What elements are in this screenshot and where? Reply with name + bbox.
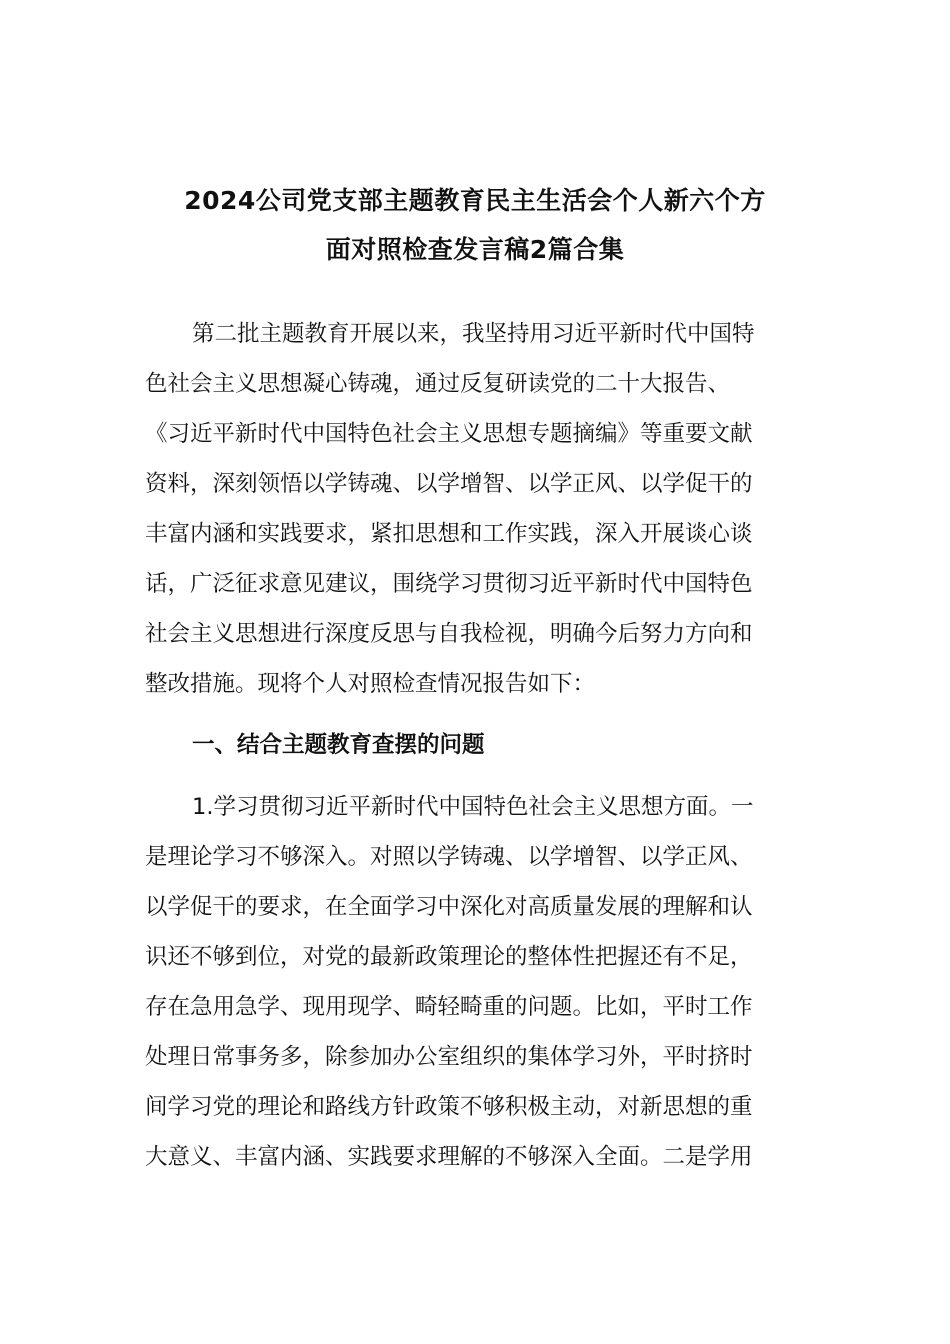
paragraph-line: 大意义、丰富内涵、实践要求理解的不够深入全面。二是学用 [145,1144,753,1170]
paragraph-line: 存在急用急学、现用现学、畸轻畸重的问题。比如，平时工作 [145,994,753,1020]
paragraph-line: 社会主义思想进行深度反思与自我检视，明确今后努力方向和 [145,621,753,647]
paragraph-line: 整改措施。现将个人对照检查情况报告如下： [145,671,596,697]
paragraph-line: 处理日常事务多，除参加办公室组织的集体学习外，平时挤时 [145,1044,753,1070]
paragraph-line: 识还不够到位，对党的最新政策理论的整体性把握还有不足， [145,944,753,970]
section-heading-text: 一、结合主题教育查摆的问题 [192,732,485,758]
issue-paragraph [145,782,800,1182]
section-heading [145,720,800,770]
paragraph-line: 是理论学习不够深入。对照以学铸魂、以学增智、以学正风、 [145,844,753,870]
paragraph-line: 色社会主义思想凝心铸魂，通过反复研读党的二十大报告、 [145,371,731,397]
paragraph-line: 资料，深刻领悟以学铸魂、以学增智、以学正风、以学促干的 [145,471,753,497]
title-line: 2024公司党支部主题教育民主生活会个人新六个方 [184,186,766,215]
document-title [140,176,810,274]
paragraph-line: 1.学习贯彻习近平新时代中国特色社会主义思想方面。一 [192,794,754,820]
paragraph-line: 话，广泛征求意见建议，围绕学习贯彻习近平新时代中国特色 [145,571,753,597]
paragraph-line: 丰富内涵和实践要求，紧扣思想和工作实践，深入开展谈心谈 [145,521,753,547]
paragraph-line: 《习近平新时代中国特色社会主义思想专题摘编》等重要文献 [145,421,753,447]
intro-paragraph [145,309,800,709]
paragraph-line: 间学习党的理论和路线方针政策不够积极主动，对新思想的重 [145,1094,753,1120]
title-line: 面对照检查发言稿2篇合集 [325,235,625,264]
paragraph-line: 以学促干的要求，在全面学习中深化对高质量发展的理解和认 [145,894,753,920]
paragraph-line: 第二批主题教育开展以来，我坚持用习近平新时代中国特 [192,321,755,347]
